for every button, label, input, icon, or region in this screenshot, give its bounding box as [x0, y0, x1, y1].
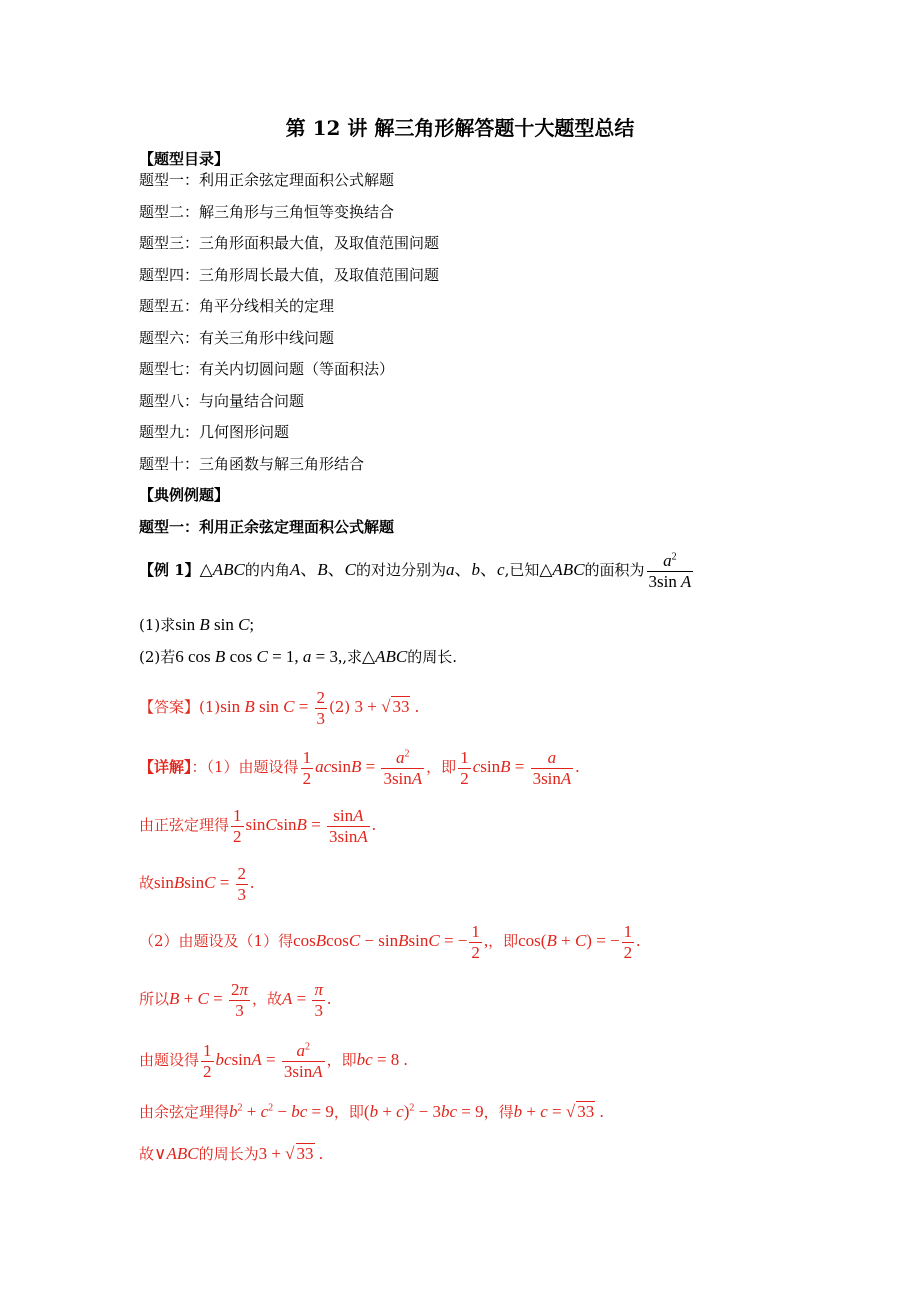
toc-item: 题型八：与向量结合问题	[139, 392, 305, 410]
solution-step-5: 所以B + C = $\frac{2\pi}{3}$ ，故A = $\frac{\pi}{3}$ .	[139, 980, 332, 1020]
area-fraction: $\frac{a^2}{\text{3sin A}}$	[648, 551, 692, 591]
example1-question: 【例 1】△ABC的内角A、B、C的对边分别为a、b、c,已知△ABC的面积为 $\frac{a^2}{\text{3sin A}}$	[139, 551, 692, 591]
example1-part1: (1)求sin B sin C;	[139, 615, 255, 634]
solution-step-6: 由题设得 $\frac{1}{2}$ bcsinA = $\frac{a^2}{3\sin A}$ ，即bc = 8 .	[139, 1041, 408, 1081]
toc-item: 题型七：有关内切圆问题（等面积法）	[139, 360, 395, 378]
toc-item: 题型五：角平分线相关的定理	[139, 297, 335, 315]
example1-part2: (2)若6 cos B cos C = 1, a = 3,,求△ABC的周长.	[139, 647, 458, 666]
toc-item: 题型一：利用正余弦定理面积公式解题	[139, 171, 395, 189]
toc-item: 题型三：三角形面积最大值，及取值范围问题	[139, 234, 440, 252]
section-title: 题型一：利用正余弦定理面积公式解题	[139, 518, 395, 536]
toc-item: 题型六：有关三角形中线问题	[139, 329, 335, 347]
solution-step-2: 由正弦定理得 $\frac{1}{2}$ sinCsinB = $\frac{\sin A}{3\sin A}$ .	[139, 806, 377, 846]
toc-item: 题型九：几何图形问题	[139, 423, 290, 441]
solution-step-1: 【详解】：（1）由题设得 $\frac{1}{2}$ acsinB = $\frac{a^2}{3\sin A}$ ，即 $\frac{1}{2}$ csinB = $\frac{a}{3\sin A}$ .	[139, 748, 580, 788]
toc-item: 题型二：解三角形与三角恒等变换结合	[139, 203, 395, 221]
solution-step-7: 由余弦定理得$b^2 + c^2$ − bc = 9，即$(b + c)^2 - 3bc = 9$，得b + c = √ 33 .	[139, 1102, 604, 1121]
toc-item: 题型十：三角函数与解三角形结合	[139, 455, 365, 473]
answer-line: 【答案】(1)sin B sin C = $\frac{2}{3}$ (2) 3 + √ 33 .	[139, 688, 419, 728]
toc-item: 题型四：三角形周长最大值，及取值范围问题	[139, 266, 440, 284]
page-title: 第 12 讲 解三角形解答题十大题型总结	[285, 116, 635, 140]
toc-heading: 【题型目录】	[139, 150, 230, 168]
solution-step-8: 故∨ABC的周长为3 + √ 33 .	[139, 1144, 324, 1163]
examples-heading: 【典例例题】	[139, 486, 230, 504]
solution-step-4: （2）由题设及（1）得cosBcosC − sinBsinC = − $\frac{1}{2}$ ,，即cos(B + C) = − $\frac{1}{2}$ .	[139, 922, 641, 962]
solution-step-3: 故sinBsinC = $\frac{2}{3}$ .	[139, 864, 255, 904]
answer-label: 【答案】	[139, 698, 200, 717]
example-label: 【例 1】	[139, 561, 200, 580]
solution-label: 【详解】	[139, 758, 192, 777]
